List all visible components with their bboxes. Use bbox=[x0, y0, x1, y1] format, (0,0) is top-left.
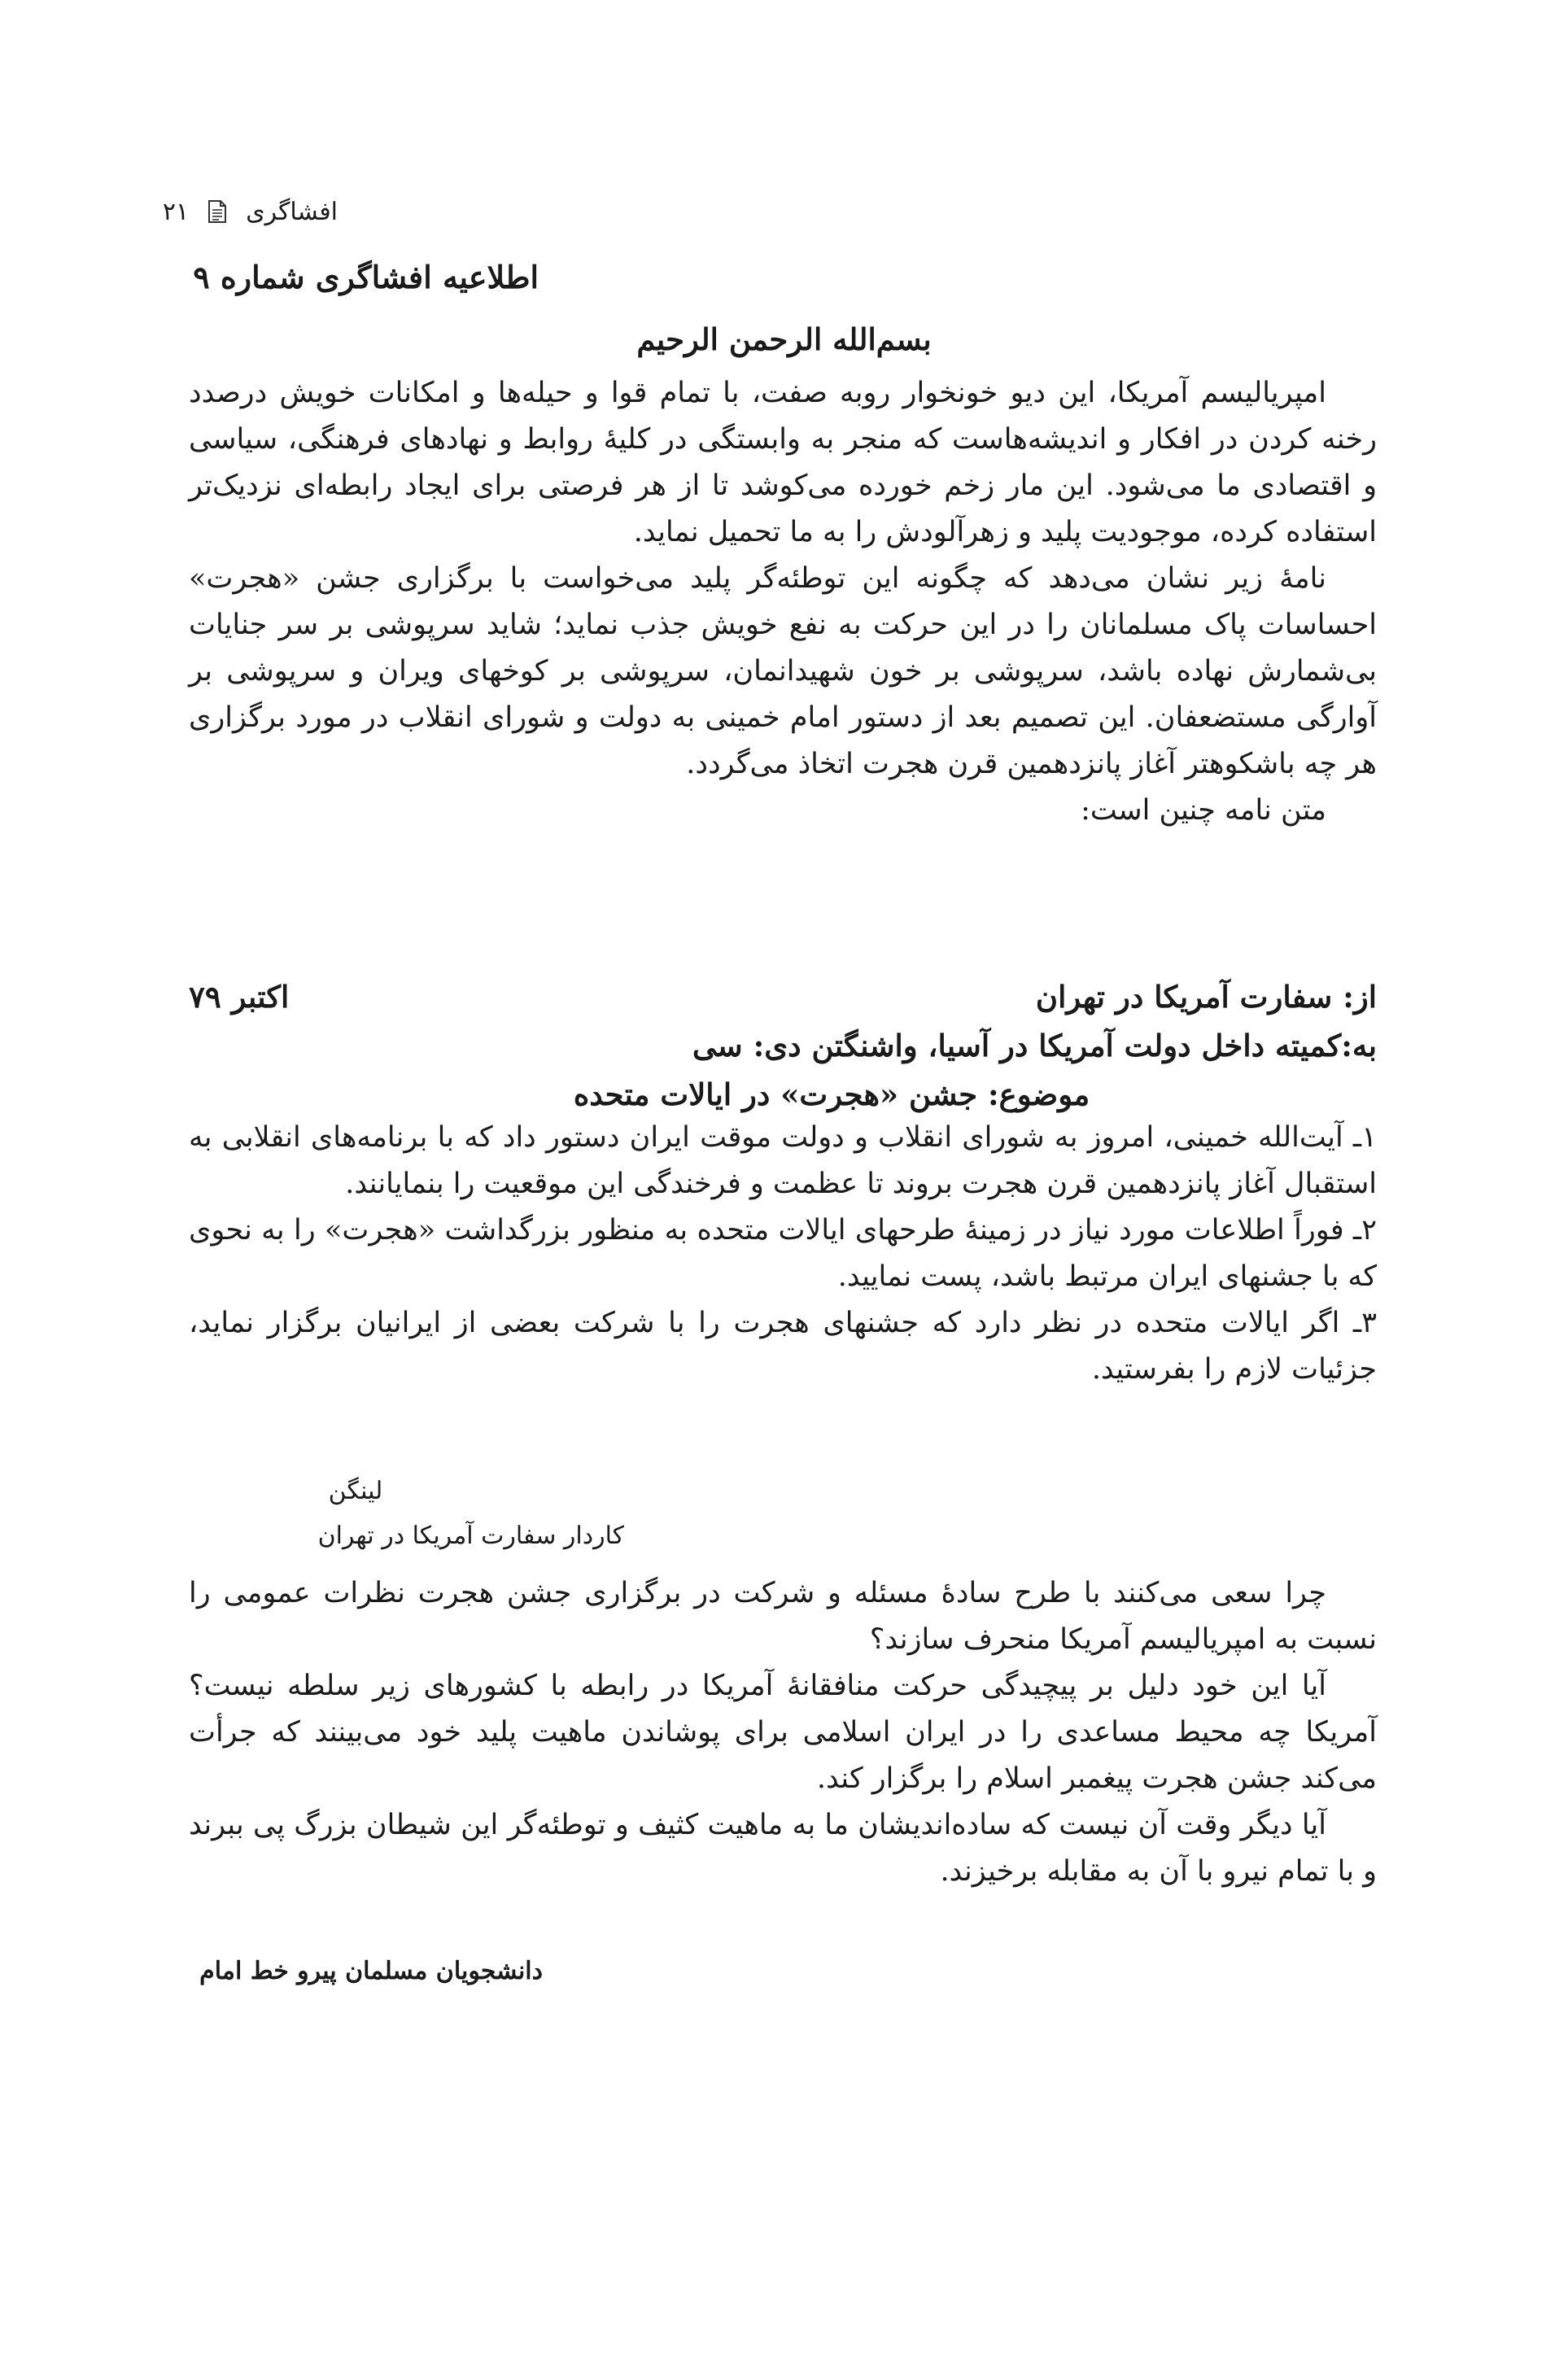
letter-context-paragraph: نامهٔ زیر نشان می‌دهد که چگونه این توطئه‌گر پلید می‌خواست با برگزاری جشن «هجرت» احساسات پاک مسلمانان را در این حرکت به نفع خویش جذب نماید؛ شاید سرپوشی بر سر جنایات بی‌شمارش نهاده باشد، سرپوشی بر خون شهیدانمان، سرپوشی بر کوخهای ویران و سرپوشی بر آوارگی مستضعفان. این تصمیم بعد از دستور امام خمینی به دولت و شورای انقلاب در مورد برگزاری هر چه باشکوهتر آغاز پانزدهمین قرن هجرت اتخاذ می‌گردد. bbox=[189, 562, 1377, 780]
intro-section bbox=[189, 370, 1377, 834]
letter-item: ۳ـ اگر ایالات متحده در نظر دارد که جشنهای هجرت را با شرکت بعضی از ایرانیان برگزار نماید، جزئیات لازم را بفرستید. bbox=[189, 1307, 1377, 1386]
intro-paragraph: امپریالیسم آمریکا، این دیو خونخوار روبه صفت، با تمام قوا و حیله‌ها و امکانات خویش درصدد رخنه کردن در افکار و اندیشه‌هاست که منجر به وابستگی در کلیهٔ روابط و نهادهای فرهنگی، سیاسی و اقتصادی ما می‌شود. این مار زخم خورده می‌کوشد تا از هر فرصتی برای ایجاد رابطه‌ای نزدیک‌تر استفاده کرده، موجودیت پلید و زهرآلودش را به ما تحمیل نماید. bbox=[189, 377, 1377, 548]
commentary-paragraph: آیا دیگر وقت آن نیست که ساده‌اندیشان ما به ماهیت کثیف و توطئه‌گر این شیطان بزرگ پی ببرند و با تمام نیرو با آن به مقابله برخیزند. bbox=[189, 1809, 1377, 1888]
letter-item: ۲ـ فوراً اطلاعات مورد نیاز در زمینهٔ طرحهای ایالات متحده به منظور بزرگداشت «هجرت» را به نحوی که با جشنهای ایران مرتبط باشد، پست نمایید. bbox=[189, 1214, 1377, 1293]
letter-from: از: سفارت آمریکا در تهران bbox=[1035, 979, 1377, 1015]
letter-from-row bbox=[189, 972, 1377, 1021]
commentary-paragraph: چرا سعی می‌کنند با طرح سادهٔ مسئله و شرکت در برگزاری جشن هجرت نظرات عمومی را نسبت به امپریالیسم آمریکا منحرف سازند؟ bbox=[189, 1577, 1377, 1656]
letter-header bbox=[189, 972, 1377, 1119]
signature-name: لینگن bbox=[328, 1477, 383, 1505]
signature-title: کاردار سفارت آمریکا در تهران bbox=[317, 1522, 624, 1550]
letter-body bbox=[189, 1115, 1377, 1393]
closing-signature: دانشجویان مسلمان پیرو خط امام bbox=[199, 1957, 543, 1985]
commentary-section bbox=[189, 1570, 1377, 1895]
page-number: ۲۱ bbox=[162, 197, 190, 226]
commentary-paragraph: آیا این خود دلیل بر پیچیدگی حرکت منافقانهٔ آمریکا در رابطه با کشورهای زیر سلطه نیست؟ آمریکا چه محیط مساعدی را در ایران اسلامی برای پوشاندن ماهیت پلید خود می‌بینند که جرأت می‌کند جشن هجرت پیغمبر اسلام را برگزار کند. bbox=[189, 1670, 1377, 1795]
letter-date: اکتبر ۷۹ bbox=[189, 979, 290, 1015]
text-intro: متن نامه چنین است: bbox=[1081, 794, 1326, 827]
bismillah-heading: بسم‌الله الرحمن الرحیم bbox=[636, 321, 932, 357]
section-title: افشاگری bbox=[246, 197, 338, 226]
document-icon bbox=[207, 199, 228, 224]
running-header bbox=[134, 189, 338, 234]
letter-to: به:کمیته داخل دولت آمریکا در آسیا، واشنگتن دی: سی bbox=[692, 1028, 1377, 1063]
announcement-title: اطلاعیه افشاگری شماره ۹ bbox=[193, 259, 539, 295]
letter-subject: موضوع: جشن «هجرت» در ایالات متحده bbox=[573, 1076, 1090, 1112]
letter-item: ۱ـ آیت‌الله خمینی، امروز به شورای انقلاب و دولت موقت ایران دستور داد که با برنامه‌های انقلابی به استقبال آغاز پانزدهمین قرن هجرت بروند تا عظمت و فرخندگی این موقعیت را بنمایانند. bbox=[189, 1121, 1377, 1200]
